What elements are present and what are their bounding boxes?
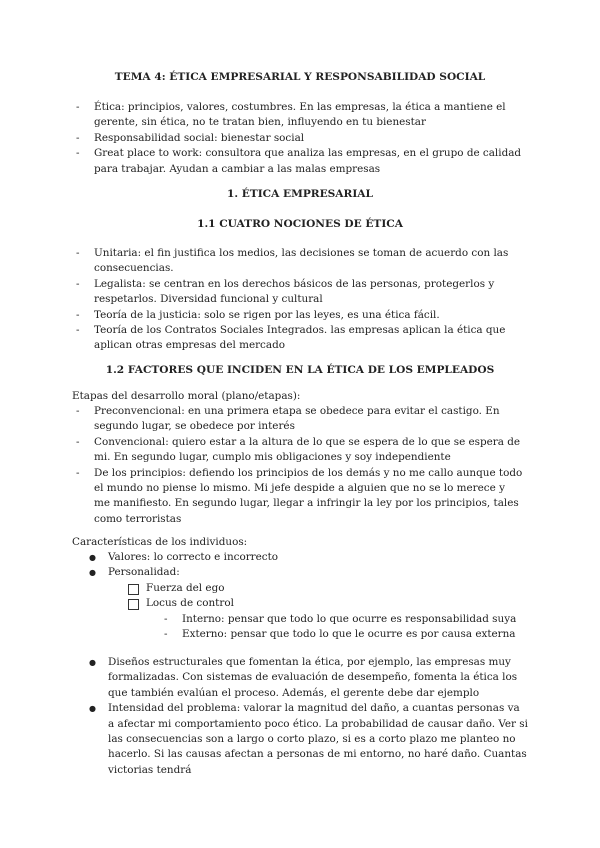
- traits-heading: Características de los individuos:: [72, 536, 248, 548]
- list-item: - Teoría de la justicia: solo se rigen por las leyes, es una ética fácil.: [94, 308, 524, 323]
- stages-heading: Etapas del desarrollo moral (plano/etapas):: [72, 390, 301, 402]
- list-item: Locus de control: [146, 596, 526, 611]
- list-item: - Responsabilidad social: bienestar social: [94, 131, 524, 146]
- list-item: - Unitaria: el fin justifica los medios, las decisiones se toman de acuerdo con las consecuencias.: [94, 246, 524, 277]
- list-item: - Convencional: quiero estar a la altura de lo que se espera de lo que se espera de mi. En segundo lugar, cumplo mis obligaciones y soy independiente: [94, 435, 524, 466]
- list-item: - De los principios: defiendo los principios de los demás y no me callo aunque todo el mundo no piense lo mismo. Mi jefe despide a alguien que no se lo merece y me manifiesto. En segundo lugar, llegar a infringir la ley por los principios, tales como terroristas: [94, 466, 524, 528]
- list-item: ● Valores: lo correcto e incorrecto: [108, 550, 528, 565]
- list-item: ● Intensidad del problema: valorar la magnitud del daño, a cuantas personas va a afectar mi comportamiento poco ético. La probabilidad de causar daño. Ver si las consecuencias son a largo o corto plazo, si es a corto plazo me planteo no hacerlo. Si las causas afectan a personas de mi entorno, no haré daño. Cuantas victorias tendrá: [108, 701, 528, 778]
- personality-list: [146, 581, 526, 612]
- list-item: - Teoría de los Contratos Sociales Integrados. las empresas aplican la ética que aplican otras empresas del mercado: [94, 323, 524, 354]
- list-item: - Externo: pensar que todo lo que le ocurre es por causa externa: [182, 627, 532, 642]
- list-item: ● Diseños estructurales que fomentan la ética, por ejemplo, las empresas muy formalizadas. Con sistemas de evaluación de desempeño, fomenta la ética los que también evalúan el proceso. Además, el gerente debe dar ejemplo: [108, 655, 528, 701]
- section-1-title: 1. ÉTICA EMPRESARIAL: [227, 188, 373, 200]
- traits-list: [108, 550, 528, 581]
- list-item: ● Personalidad:: [108, 565, 528, 580]
- list-item: - Preconvencional: en una primera etapa se obedece para evitar el castigo. En segundo lugar, se obedece por interés: [94, 404, 524, 435]
- list-item: Fuerza del ego: [146, 581, 526, 596]
- section-1-2-title: 1.2 FACTORES QUE INCIDEN EN LA ÉTICA DE LOS EMPLEADOS: [105, 364, 495, 376]
- locus-list: [182, 612, 532, 643]
- list-item: - Interno: pensar que todo lo que ocurre es responsabilidad suya: [182, 612, 532, 627]
- list-item: - Ética: principios, valores, costumbres. En las empresas, la ética a mantiene el gerente, sin ética, no te tratan bien, influyendo en tu bienestar: [94, 100, 524, 131]
- intro-list: [94, 100, 524, 177]
- list-item: - Great place to work: consultora que analiza las empresas, en el grupo de calidad para trabajar. Ayudan a cambiar a las malas empresas: [94, 146, 524, 177]
- notions-list: [94, 246, 524, 354]
- section-1-1-title: 1.1 CUATRO NOCIONES DE ÉTICA: [197, 218, 403, 230]
- list-item: - Legalista: se centran en los derechos básicos de las personas, protegerlos y respetarlos. Diversidad funcional y cultural: [94, 277, 524, 308]
- stages-list: [94, 404, 524, 527]
- main-title: TEMA 4: ÉTICA EMPRESARIAL Y RESPONSABILIDAD SOCIAL: [114, 71, 486, 83]
- factors-list: [108, 655, 528, 778]
